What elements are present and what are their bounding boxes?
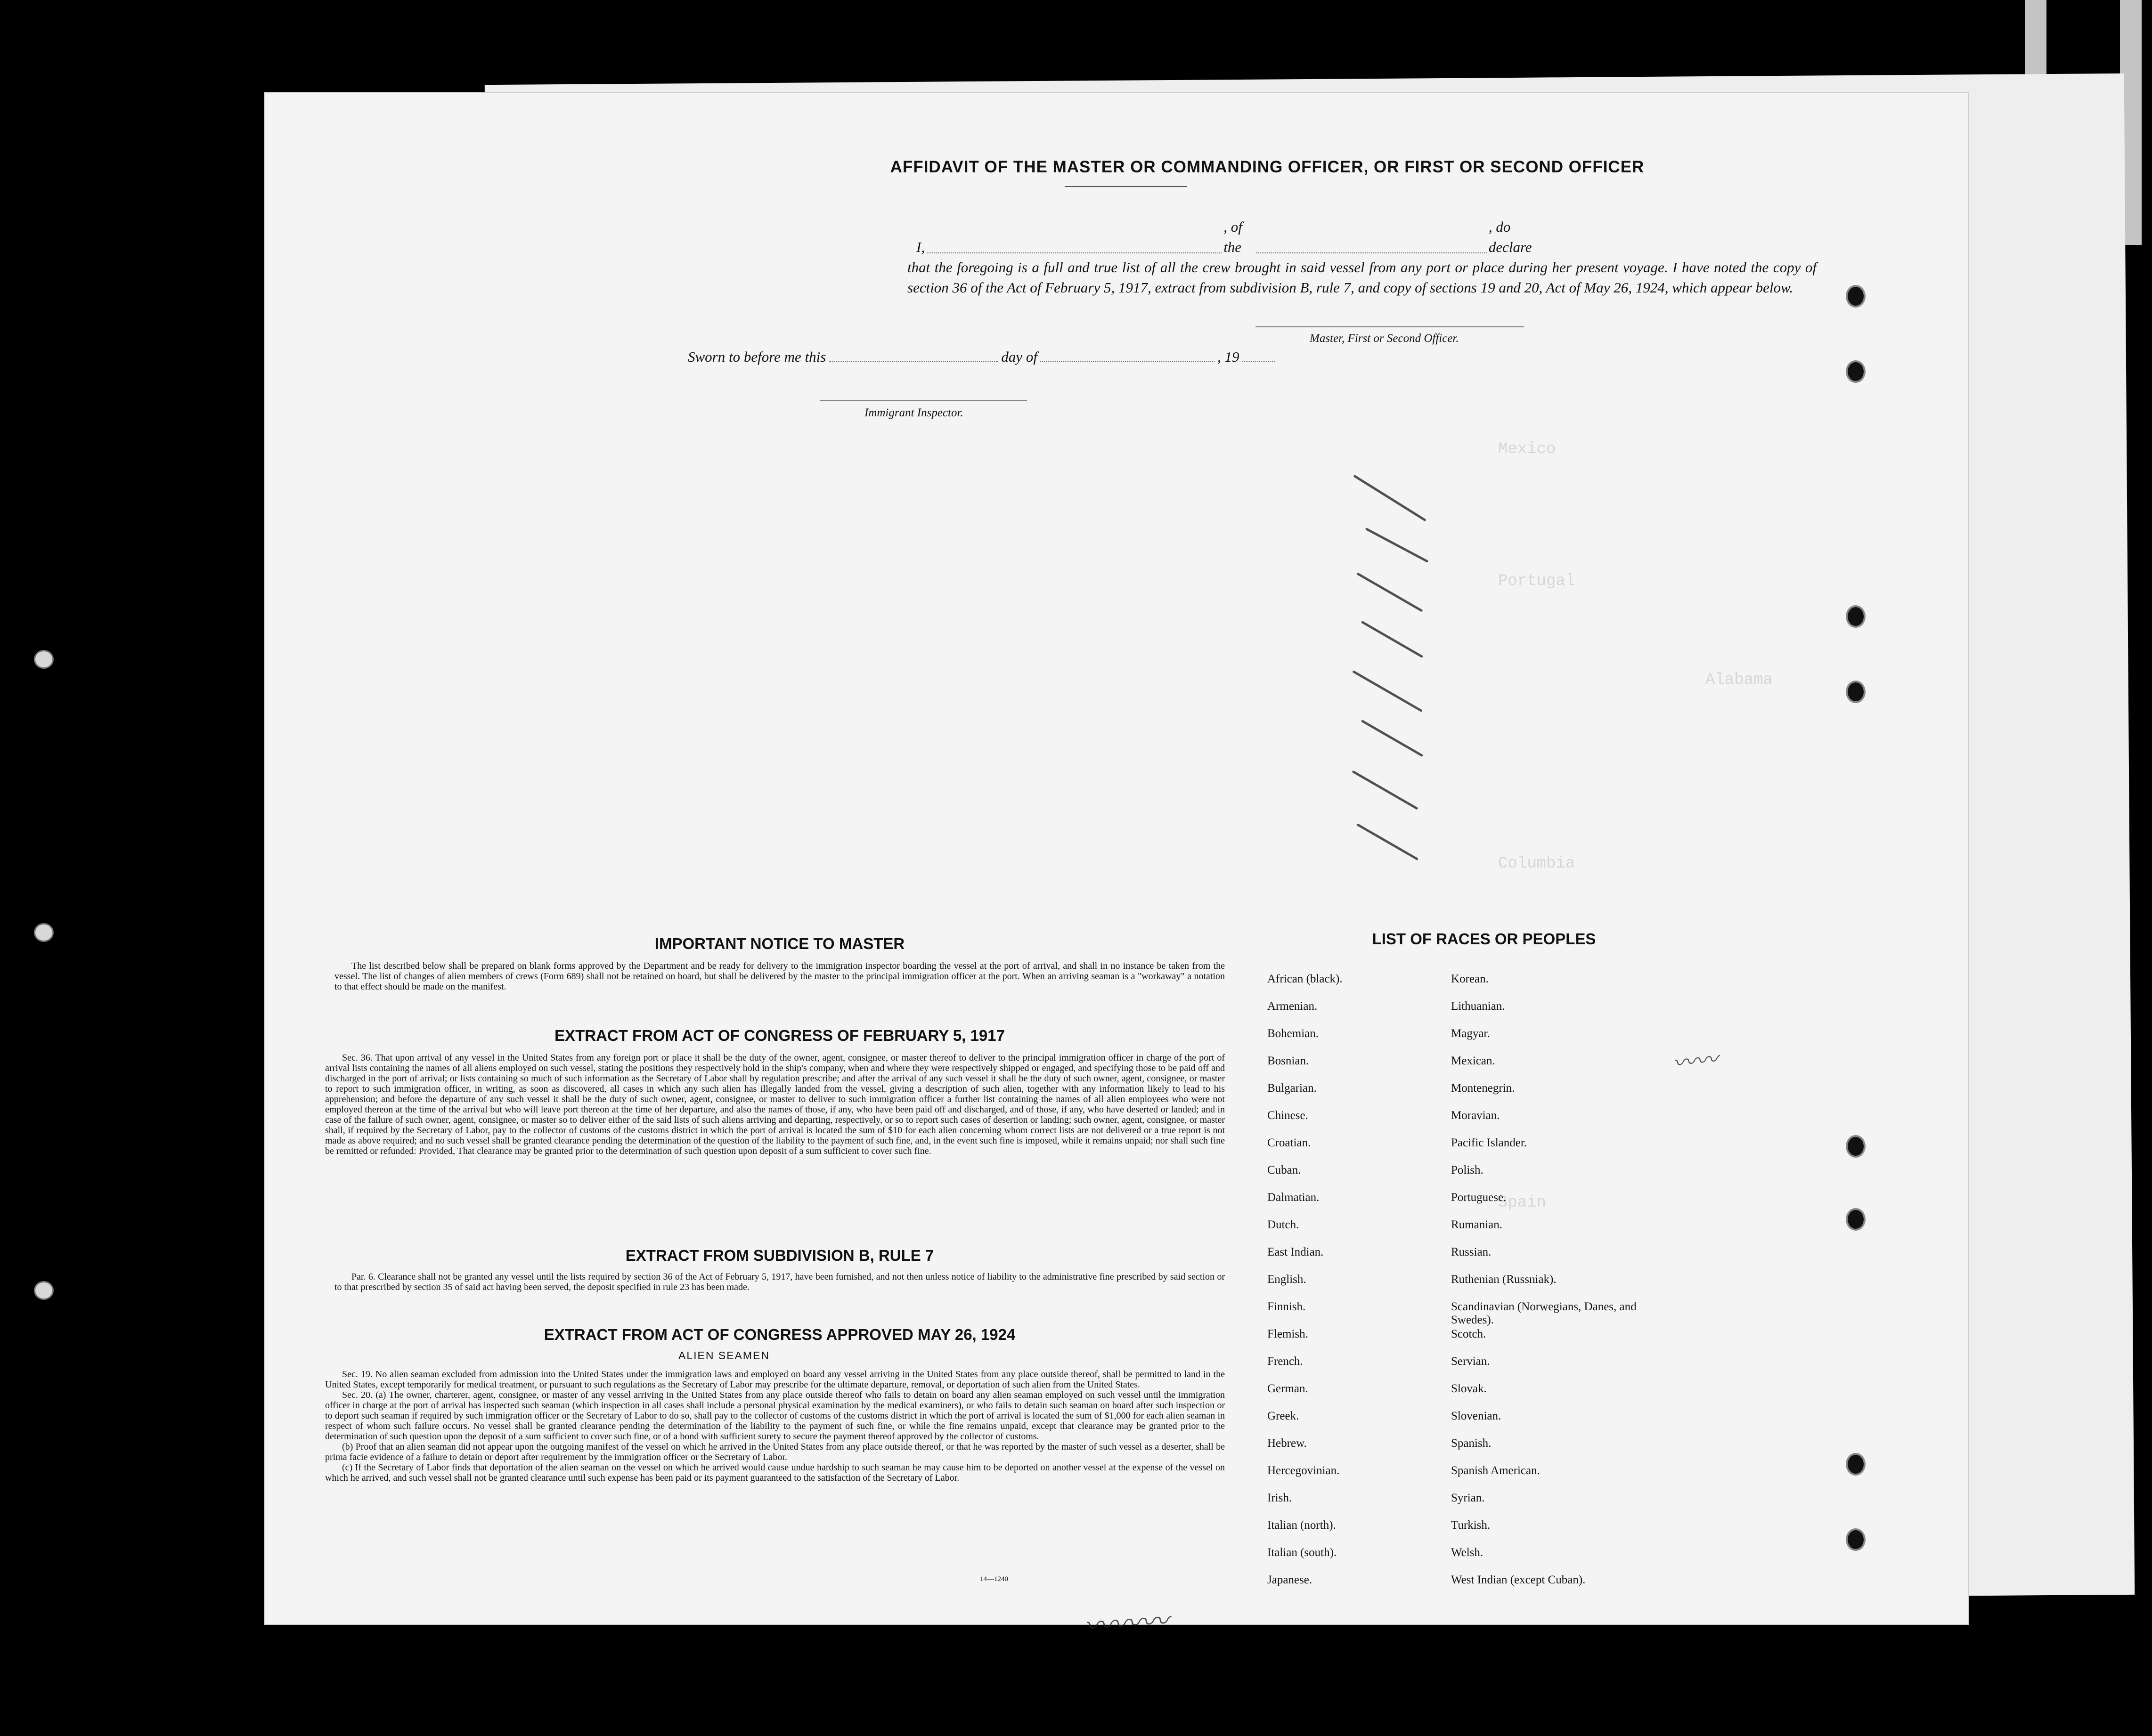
rule-7-title: EXTRACT FROM SUBDIVISION B, RULE 7 bbox=[625, 1247, 934, 1264]
race-item: Italian (north). bbox=[1267, 1519, 1336, 1532]
affidavit-of-the: , of the bbox=[1223, 219, 1242, 255]
notice-title: IMPORTANT NOTICE TO MASTER bbox=[654, 935, 905, 952]
race-item: Bohemian. bbox=[1267, 1027, 1319, 1040]
race-item: Spanish American. bbox=[1451, 1464, 1540, 1477]
extract-1917-title: EXTRACT FROM ACT OF CONGRESS OF FEBRUARY 5, 1917 bbox=[554, 1027, 1005, 1044]
officer-signature-line[interactable] bbox=[1255, 326, 1524, 327]
race-item: Bulgarian. bbox=[1267, 1082, 1317, 1095]
pencil-tick-mark bbox=[1361, 720, 1423, 757]
punch-hole-icon bbox=[1846, 681, 1866, 703]
race-item: Scandinavian (Norwegians, Danes, and Swedes). bbox=[1451, 1300, 1637, 1326]
race-item: Montenegrin. bbox=[1451, 1082, 1515, 1095]
pencil-tick-mark bbox=[1352, 770, 1418, 810]
race-item: Mexican. bbox=[1451, 1055, 1495, 1067]
race-item: Greek. bbox=[1267, 1410, 1299, 1422]
sworn-day-field[interactable] bbox=[829, 361, 998, 362]
races-right-column bbox=[1451, 973, 1649, 1601]
race-item: Servian. bbox=[1451, 1355, 1490, 1368]
name-field[interactable] bbox=[927, 252, 1222, 253]
bleed-through-text: Portugal bbox=[1498, 572, 1575, 590]
punch-hole-icon bbox=[1846, 285, 1866, 308]
inspector-signature-line[interactable] bbox=[820, 400, 1027, 401]
race-item: Hebrew. bbox=[1267, 1437, 1307, 1450]
form-number: 14—1240 bbox=[980, 1575, 1008, 1583]
race-item: Hercegovinian. bbox=[1267, 1464, 1340, 1477]
race-item: Rumanian. bbox=[1451, 1218, 1503, 1231]
rule-7-text bbox=[334, 1272, 1225, 1292]
race-item: French. bbox=[1267, 1355, 1303, 1368]
punch-hole-icon bbox=[1846, 1528, 1866, 1551]
punch-hole-icon bbox=[1846, 1135, 1866, 1158]
race-item: Japanese. bbox=[1267, 1574, 1312, 1586]
race-item: Ruthenian (Russniak). bbox=[1451, 1273, 1557, 1286]
race-item: Irish. bbox=[1267, 1492, 1292, 1504]
sworn-year-field[interactable] bbox=[1242, 361, 1275, 362]
race-item: Flemish. bbox=[1267, 1328, 1308, 1340]
sprocket-hole-icon bbox=[34, 1281, 54, 1300]
race-item: African (black). bbox=[1267, 973, 1343, 985]
race-item: Bosnian. bbox=[1267, 1055, 1309, 1067]
pencil-tick-mark bbox=[1352, 670, 1423, 712]
affidavit-do-declare: , do declare bbox=[1488, 219, 1532, 255]
race-item: Lithuanian. bbox=[1451, 1000, 1505, 1013]
race-item: Welsh. bbox=[1451, 1546, 1484, 1559]
section-20b-paragraph: (b) Proof that an alien seaman did not appear upon the outgoing manifest of the vessel on which he arrived in the United States from any place outside thereof, or that he was reported by the master of such vessel as a deserter, shall be prima facie evidence of a failure to detain or deport after requirement by the immigration officer or the Secretary of Labor. bbox=[325, 1442, 1225, 1462]
handwritten-notation: 〰〰 bbox=[1671, 1047, 1720, 1077]
extract-1924-text bbox=[325, 1369, 1225, 1483]
race-item: Slovak. bbox=[1451, 1382, 1487, 1395]
race-item: Chinese. bbox=[1267, 1109, 1308, 1122]
punch-hole-icon bbox=[1846, 1208, 1866, 1231]
extract-1924-title: EXTRACT FROM ACT OF CONGRESS APPROVED MAY 26, 1924 bbox=[544, 1326, 1016, 1343]
pencil-tick-mark bbox=[1361, 621, 1423, 658]
officer-signature-caption: Master, First or Second Officer. bbox=[1310, 332, 1459, 345]
extract-1917-text bbox=[325, 1053, 1225, 1156]
year-label: , 19 bbox=[1217, 349, 1239, 365]
race-item: Syrian. bbox=[1451, 1492, 1485, 1504]
punch-hole-icon bbox=[1846, 1453, 1866, 1476]
race-item: Magyar. bbox=[1451, 1027, 1490, 1040]
race-item: English. bbox=[1267, 1273, 1306, 1286]
sprocket-hole-icon bbox=[34, 923, 54, 942]
affidavit-title: AFFIDAVIT OF THE MASTER OR COMMANDING OFFICER, OR FIRST OR SECOND OFFICER bbox=[890, 158, 1645, 176]
bleed-through-text: Columbia bbox=[1498, 855, 1575, 873]
pencil-tick-mark bbox=[1353, 475, 1426, 522]
race-item: German. bbox=[1267, 1382, 1308, 1395]
race-item: Portuguese. bbox=[1451, 1191, 1507, 1204]
race-item: East Indian. bbox=[1267, 1246, 1324, 1258]
race-item: Pacific Islander. bbox=[1451, 1136, 1527, 1149]
vessel-field[interactable] bbox=[1256, 252, 1487, 253]
race-item: Turkish. bbox=[1451, 1519, 1491, 1532]
races-left-column bbox=[1267, 973, 1343, 1601]
bleed-through-text: Mexico bbox=[1498, 440, 1556, 458]
punch-hole-icon bbox=[1846, 605, 1866, 628]
race-item: Russian. bbox=[1451, 1246, 1492, 1258]
section-36-paragraph: Sec. 36. That upon arrival of any vessel in the United States from any foreign port or place it shall be the duty of the owner, agent, consignee, or master thereof to deliver to the principal immigration officer in charge of the port of arrival lists containing the names of all aliens employed on such vessel, stating the positions they respectively hold in the ship's company, when and where they were respectively shipped or engaged, and specifying those to be paid off and discharged in the port of arrival; or lists containing so much of such information as the Secretary of Labor shall by regulation prescribe; and after the arrival of any such vessel it shall be the duty of such owner, agent, consignee, or master to report to such immigration officer, in writing, as soon as discovered, all cases in which any such alien has illegally landed from the vessel, giving a description of such alien, together with any information likely to lead to his apprehension; and before the departure of any such vessel it shall be the duty of such owner, agent, consignee, or master to deliver to such immigration officer a further list containing the names of all alien employees who were not employed thereon at the time of the arrival but who will leave port thereon at the time of her departure, and also the names of those, if any, who have been paid off and discharged, and of those, if any, who have deserted or landed; and in case of the failure of such owner, agent, consignee, or master so to deliver either of the said lists of such aliens arriving and departing, respectively, or so to report such cases of desertion or landing; such owner, agent, consignee, or master shall, if required by the Secretary of Labor, pay to the collector of customs of the customs district in which the port of arrival is located the sum of $10 for each alien concerning whom correct lists are not delivered or a true report is not made as above required; and no such vessel shall be granted clearance pending the determination of the question of the liability to the payment of such fine, and, in the event such fine is imposed, while it remains unpaid; nor shall such fine be remitted or refunded: Provided, That clearance may be granted prior to the determination of such question upon deposit of a sum sufficient to cover such fine. bbox=[325, 1053, 1225, 1156]
affidavit-i: I, bbox=[916, 239, 925, 255]
sworn-month-field[interactable] bbox=[1040, 361, 1215, 362]
races-title: LIST OF RACES OR PEOPLES bbox=[1372, 930, 1596, 948]
race-item: Cuban. bbox=[1267, 1164, 1301, 1176]
race-item: Korean. bbox=[1451, 973, 1489, 985]
affidavit-declaration bbox=[645, 217, 1817, 298]
title-rule bbox=[1065, 186, 1187, 187]
handwritten-signature: 〰〰〰 bbox=[1083, 1605, 1170, 1643]
section-20c-paragraph: (c) If the Secretary of Labor finds that deportation of the alien seaman on the vessel on which he arrived would cause undue hardship to such seaman he may cause him to be deported on another vessel at the expense of the vessel on which he arrived, and such vessel shall not be granted clearance until such expense has been paid or its payment guaranteed to the satisfaction of the Secretary of Labor. bbox=[325, 1462, 1225, 1483]
race-item: Italian (south). bbox=[1267, 1546, 1337, 1559]
race-item: Dalmatian. bbox=[1267, 1191, 1320, 1204]
par-6-paragraph: Par. 6. Clearance shall not be granted any vessel until the lists required by section 36 of the Act of February 5, 1917, have been furnished, and not then unless notice of liability to the administrative fine prescribed by said section or to that prescribed by section 35 of said act having been served, the deposit specified in rule 23 has been made. bbox=[334, 1272, 1225, 1292]
notice-paragraph: The list described below shall be prepared on blank forms approved by the Department and be ready for delivery to the immigration inspector boarding the vessel at the port of arrival, and shall in no instance be taken from the vessel. The list of changes of alien members of crews (Form 689) shall not be retained on board, but shall be delivered by the master to the principal immigration officer at the port. When an arriving seaman is a "workaway" a notation to that effect should be made on the manifest. bbox=[334, 961, 1225, 992]
inspector-caption: Immigrant Inspector. bbox=[864, 406, 963, 419]
sprocket-hole-icon bbox=[34, 650, 54, 669]
pencil-tick-mark bbox=[1356, 572, 1423, 612]
race-item: West Indian (except Cuban). bbox=[1451, 1574, 1586, 1586]
document-page bbox=[264, 92, 1969, 1643]
bleed-through-text: Alabama bbox=[1705, 671, 1773, 689]
race-item: Moravian. bbox=[1451, 1109, 1500, 1122]
race-item: Scotch. bbox=[1451, 1328, 1486, 1340]
section-19-paragraph: Sec. 19. No alien seaman excluded from admission into the United States under the immigration laws and employed on board any vessel arriving in the United States from any place outside thereof, shall be permitted to land in the United States, except temporarily for medical treatment, or pursuant to such regulations as the Secretary of Labor may prescribe for the ultimate departure, removal, or deportation of such alien from the United States. bbox=[325, 1369, 1225, 1390]
alien-seamen-heading: ALIEN SEAMEN bbox=[678, 1349, 770, 1362]
sworn-label: Sworn to before me this bbox=[688, 349, 826, 365]
race-item: Polish. bbox=[1451, 1164, 1484, 1176]
race-item: Slovenian. bbox=[1451, 1410, 1501, 1422]
sworn-line bbox=[688, 349, 1278, 365]
section-20a-paragraph: Sec. 20. (a) The owner, charterer, agent, consignee, or master of any vessel arriving in the United States from any place outside thereof who fails to detain on board any alien seaman employed on such vessel until the immigration officer in charge at the port of arrival has inspected such seaman (which inspection in all cases shall include a personal physical examination by the medical examiners), or who fails to detain such seaman on board after such inspection or to deport such seaman if required by such immigration officer or the Secretary of Labor to do so, shall pay to the collector of customs of the customs district in which the port of arrival is located the sum of $1,000 for each alien seaman in respect of whom such failure occurs. No vessel shall be granted clearance pending the determination of the liability to the payment of such fine, or while the fine remains unpaid, except that clearance may be granted prior to the determination of such question upon the deposit of a sum sufficient to cover such fine, or of a bond with sufficient surety to secure the payment thereof approved by the collector of customs. bbox=[325, 1390, 1225, 1442]
pencil-tick-mark bbox=[1365, 527, 1429, 563]
scan-border bbox=[0, 0, 264, 1736]
notice-text bbox=[334, 961, 1225, 992]
race-item: Dutch. bbox=[1267, 1218, 1299, 1231]
race-item: Spanish. bbox=[1451, 1437, 1492, 1450]
race-item: Armenian. bbox=[1267, 1000, 1318, 1013]
punch-hole-icon bbox=[1846, 360, 1866, 383]
race-item: Finnish. bbox=[1267, 1300, 1306, 1313]
race-item: Croatian. bbox=[1267, 1136, 1311, 1149]
affidavit-body: that the foregoing is a full and true list of all the crew brought in said vessel from any port or place during her present voyage. I have noted the copy of section 36 of the Act of February 5, 1917, extract from subdivision B, rule 7, and copy of sections 19 and 20, Act of May 26, 1924, which appear below. bbox=[907, 259, 1817, 296]
day-of-label: day of bbox=[1001, 349, 1037, 365]
bleed-through-text: Spain bbox=[1498, 1194, 1547, 1212]
pencil-tick-mark bbox=[1356, 823, 1418, 860]
